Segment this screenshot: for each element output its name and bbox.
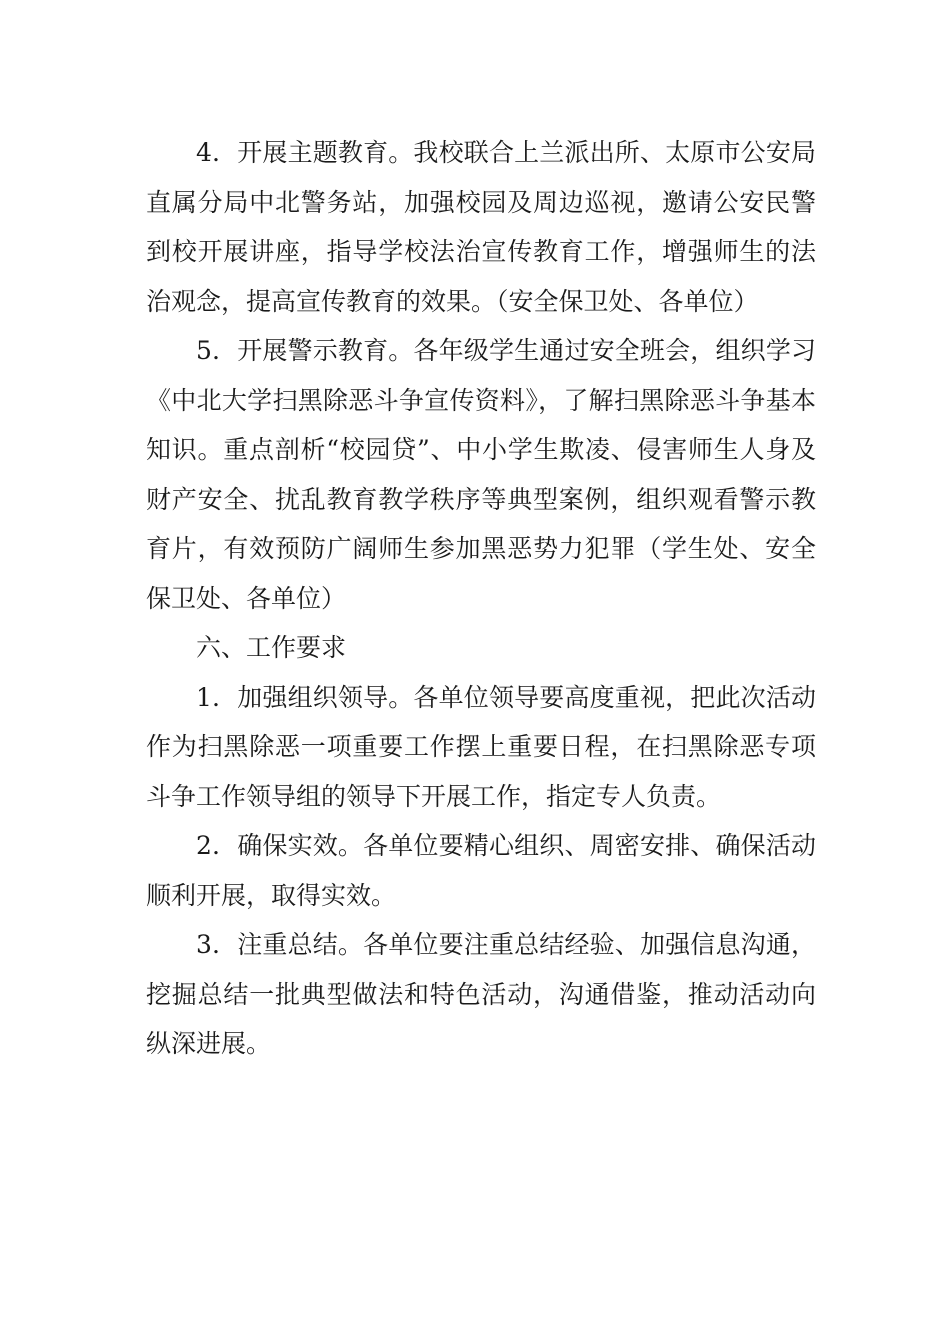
paragraph-warning-education: 5．开展警示教育。各年级学生通过安全班会，组织学习《中北大学扫黑除恶斗争宣传资料》，了解扫黑除恶斗争基本知识。重点剖析“校园贷”、中小学生欺凌、侵害师生人身及财产安全、扰乱教育教学秩序等典型案例，组织观看警示教育片，有效预防广阔师生参加黑恶势力犯罪（学生处、安全保卫处、各单位） xyxy=(146,336,816,613)
paragraph-theme-education: 4．开展主题教育。我校联合上兰派出所、太原市公安局直属分局中北警务站，加强校园及周边巡视，邀请公安民警到校开展讲座，指导学校法治宣传教育工作，增强师生的法治观念，提高宣传教育的效果。（安全保卫处、各单位） xyxy=(146,138,816,316)
paragraph-strengthen-leadership: 1．加强组织领导。各单位领导要高度重视，把此次活动作为扫黑除恶一项重要工作摆上重要日程，在扫黑除恶专项斗争工作领导组的领导下开展工作，指定专人负责。 xyxy=(146,682,816,811)
document-page xyxy=(146,128,816,1069)
paragraph-ensure-effectiveness: 2．确保实效。各单位要精心组织、周密安排、确保活动顺利开展，取得实效。 xyxy=(146,831,816,910)
paragraph-focus-summary: 3．注重总结。各单位要注重总结经验、加强信息沟通，挖掘总结一批典型做法和特色活动，沟通借鉴，推动活动向纵深进展。 xyxy=(146,930,816,1058)
section-heading-work-requirements: 六、工作要求 xyxy=(196,633,347,662)
